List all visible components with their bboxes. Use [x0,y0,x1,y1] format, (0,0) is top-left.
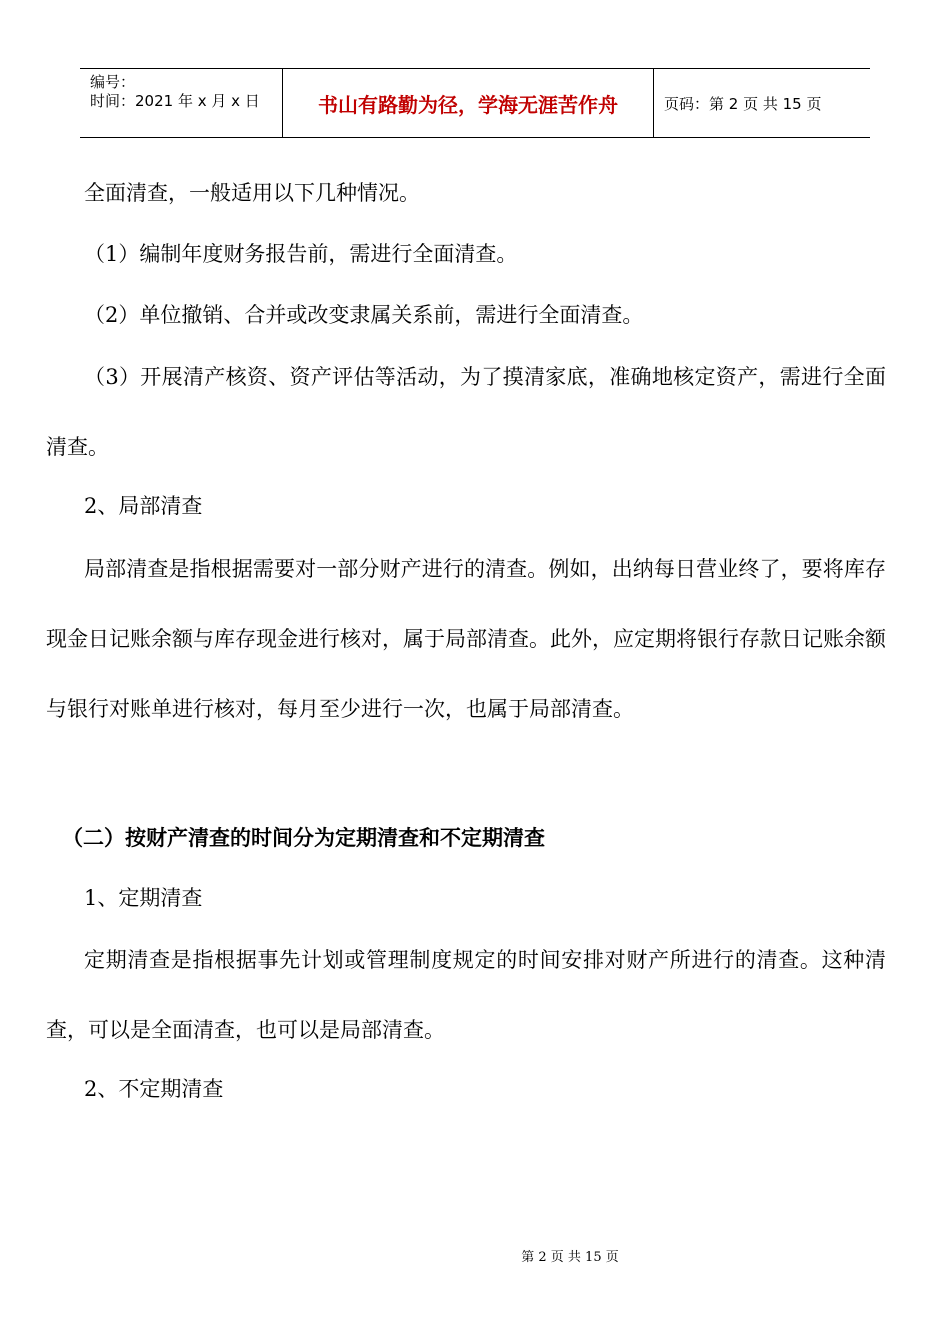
time-label: 时间：2021 年 x 月 x 日 [90,92,260,110]
header-meta [80,69,282,137]
header-motto: 书山有路勤为径，学海无涯苦作舟 [282,69,654,137]
section-heading: 2、不定期清查 [84,1077,224,1101]
paragraph: 局部清查是指根据需要对一部分财产进行的清查。例如，出纳每日营业终了，要将库存现金日记账余额与库存现金进行核对，属于局部清查。此外，应定期将银行存款日记账余额与银行对账单进行核对，每月至少进行一次，也属于局部清查。 [46,557,886,721]
number-label: 编号： [90,73,136,91]
chapter-heading: （二）按财产清查的时间分为定期清查和不定期清查 [62,825,545,850]
section-heading: 1、定期清查 [84,886,203,910]
paragraph: （2）单位撤销、合并或改变隶属关系前，需进行全面清查。 [84,303,644,327]
page-footer: 第 2 页 共 15 页 [521,1250,619,1265]
page-header [80,68,870,138]
header-page-info: 页码：第 2 页 共 15 页 [664,94,822,113]
paragraph: （1）编制年度财务报告前，需进行全面清查。 [84,242,518,266]
paragraph: （3）开展清产核资、资产评估等活动，为了摸清家底，准确地核定资产，需进行全面清查。 [46,365,886,459]
paragraph: 定期清查是指根据事先计划或管理制度规定的时间安排对财产所进行的清查。这种清查，可以是全面清查，也可以是局部清查。 [46,948,886,1042]
section-heading: 2、局部清查 [84,494,203,518]
paragraph: 全面清查，一般适用以下几种情况。 [84,181,420,205]
